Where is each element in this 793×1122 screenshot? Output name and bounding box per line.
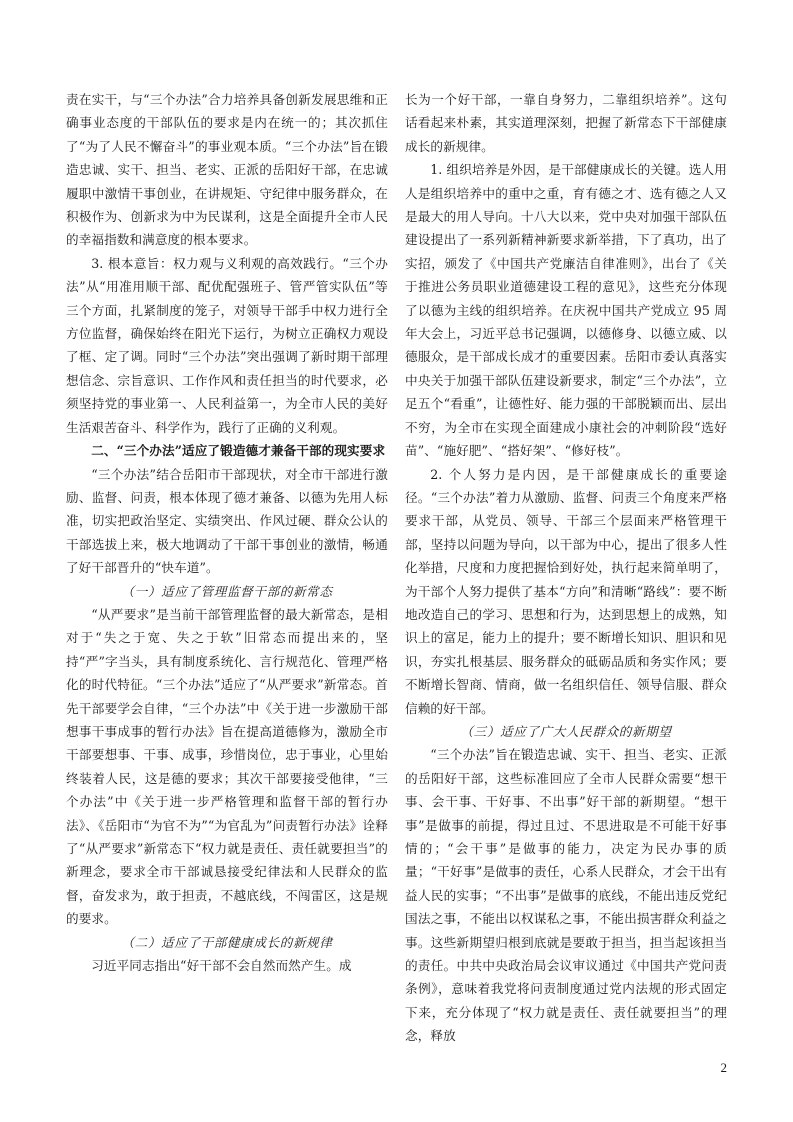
left-column (66, 88, 388, 977)
subsection-heading: （一）适应了管理监督干部的新常态 (121, 583, 333, 599)
subsection-heading: （二）适应了干部健康成长的新规律 (121, 934, 333, 950)
paragraph: 1. 组织培养是外因，是干部健康成长的关键。选人用人是组织培养中的重中之重，育有德之才、选有德之人又是最大的用人导向。十八大以来，党中央对加强干部队伍建设提出了一系列新精神新要求新举措，下了真功，出了实招，颁发了《中国共产党廉洁自律准则》，出台了《关于推进公务员职业道德建设工程的意见》，这些充分体现了以德为主线的组织培养。在庆祝中国共产党成立 95 周年大会上，习近平总书记强调，以德修身、以德立威、以德服众，是干部成长成才的重要因素。岳阳市委认真落实中央关于加强干部队伍建设新要求，制定“三个办法”，立足五个“看重”，让德性好、能力强的干部脱颖而出、层出不穷，为全市在实现全面建成小康社会的冲刺阶段“选好苗”、“施好肥”、“搭好架”、“修好枝”。 (405, 162, 727, 459)
page-number: 2 (720, 1060, 727, 1075)
paragraph: 长为一个好干部，一靠自身努力，二靠组织培养”。这句话看起来朴素，其实道理深刻，把握了新常态下干部健康成长的新规律。 (405, 92, 727, 154)
paragraph: “三个办法”结合岳阳市干部现状，对全市干部进行激励、监督、问责，根本体现了德才兼备、以德为先用人标准，切实把政治坚定、实绩突出、作风过硬、群众公认的干部选拔上来，极大地调动了干部干事创业的激情，畅通了好干部晋升的“快车道”。 (66, 466, 388, 576)
paragraph: 3. 根本意旨：权力观与义利观的高效践行。“三个办法”从“用准用顺干部、配优配强班子、管严管实队伍”等三个方面，扎紧制度的笼子，对领导干部手中权力进行全方位监督，确保始终在阳光下运行，为树立正确权力观设了框、定了调。同时“三个办法”突出强调了新时期干部理想信念、宗旨意识、工作作风和责任担当的时代要求，必须坚持党的事业第一、人民利益第一，为全市人民的美好生活艰苦奋斗、科学作为，践行了正确的义利观。 (66, 255, 388, 435)
right-column (405, 88, 727, 1048)
paragraph: 习近平同志指出“好干部不会自然而然产生。成 (91, 958, 352, 974)
section-heading: 二、“三个办法”适应了锻造德才兼备干部的现实要求 (91, 443, 386, 459)
subsection-heading: （三）适应了广大人民群众的新期望 (460, 723, 672, 739)
paragraph: 2. 个人努力是内因，是干部健康成长的重要途径。“三个办法”着力从激励、监督、问责三个角度来严格要求干部，从党员、领导、干部三个层面来严格管理干部，坚持以问题为导向，以干部为中心，提出了很多人性化举措，尺度和力度把握恰到好处，执行起来简单明了，为干部个人努力提供了基本“方向”和清晰“路线”：要不断地改造自己的学习、思想和行为，达到思想上的成熟，知识上的富足，能力上的提升；要不断增长知识、胆识和见识，夯实扎根基层、服务群众的砥砺品质和务实作风；要不断增长智商、情商，做一名组织信任、领导信服、群众信赖的好干部。 (405, 466, 727, 716)
paragraph: “三个办法”旨在锻造忠诚、实干、担当、老实、正派的岳阳好干部，这些标准回应了全市人民群众需要“想干事、会干事、干好事、不出事”好干部的新期望。“想干事”是做事的前提，得过且过、不思进取是不可能干好事情的；“会干事”是做事的能力，决定为民办事的质量；“干好事”是做事的责任，心系人民群众，才会干出有益人民的实事；“不出事”是做事的底线，不能出违反党纪国法之事，不能出以权谋私之事，不能出损害群众利益之事。这些新期望归根到底就是要敢于担当，担当起该担当的责任。中共中央政治局会议审议通过《中国共产党问责条例》，意味着我党将问责制度通过党内法规的形式固定下来，充分体现了“权力就是责任、责任就要担当”的理念，释放 (405, 747, 727, 1044)
paragraph: “从严要求”是当前干部管理监督的最大新常态，是相对于“失之于宽、失之于软”旧常态而提出来的，坚持“严”字当头，具有制度系统化、言行规范化、管理严格化的时代特征。“三个办法”适应了“从严要求”新常态。首先干部要学会自律，“三个办法”中《关于进一步激励干部想事干事成事的暂行办法》旨在提高道德修为，激励全市干部要想事、干事、成事，珍惜岗位，忠于事业，心里始终装着人民，这是德的要求；其次干部要接受他律，“三个办法”中《关于进一步严格管理和监督干部的暂行办法》、《岳阳市“为官不为”“为官乱为”问责暂行办法》诠释了“从严要求”新常态下“权力就是责任、责任就要担当”的新理念，要求全市干部诚恳接受纪律法和人民群众的监督，奋发求为，敢于担责，不越底线，不闯雷区，这是规的要求。 (66, 606, 388, 927)
paragraph: 责在实干，与“三个办法”合力培养具备创新发展思维和正确事业态度的干部队伍的要求是内在统一的；其次抓住了“为了人民不懈奋斗”的事业观本质。“三个办法”旨在锻造忠诚、实干、担当、老实、正派的岳阳好干部，在忠诚履职中激情干事创业，在讲规矩、守纪律中服务群众，在积极作为、创新求为中为民谋利，这是全面提升全市人民的幸福指数和满意度的根本要求。 (66, 92, 388, 248)
